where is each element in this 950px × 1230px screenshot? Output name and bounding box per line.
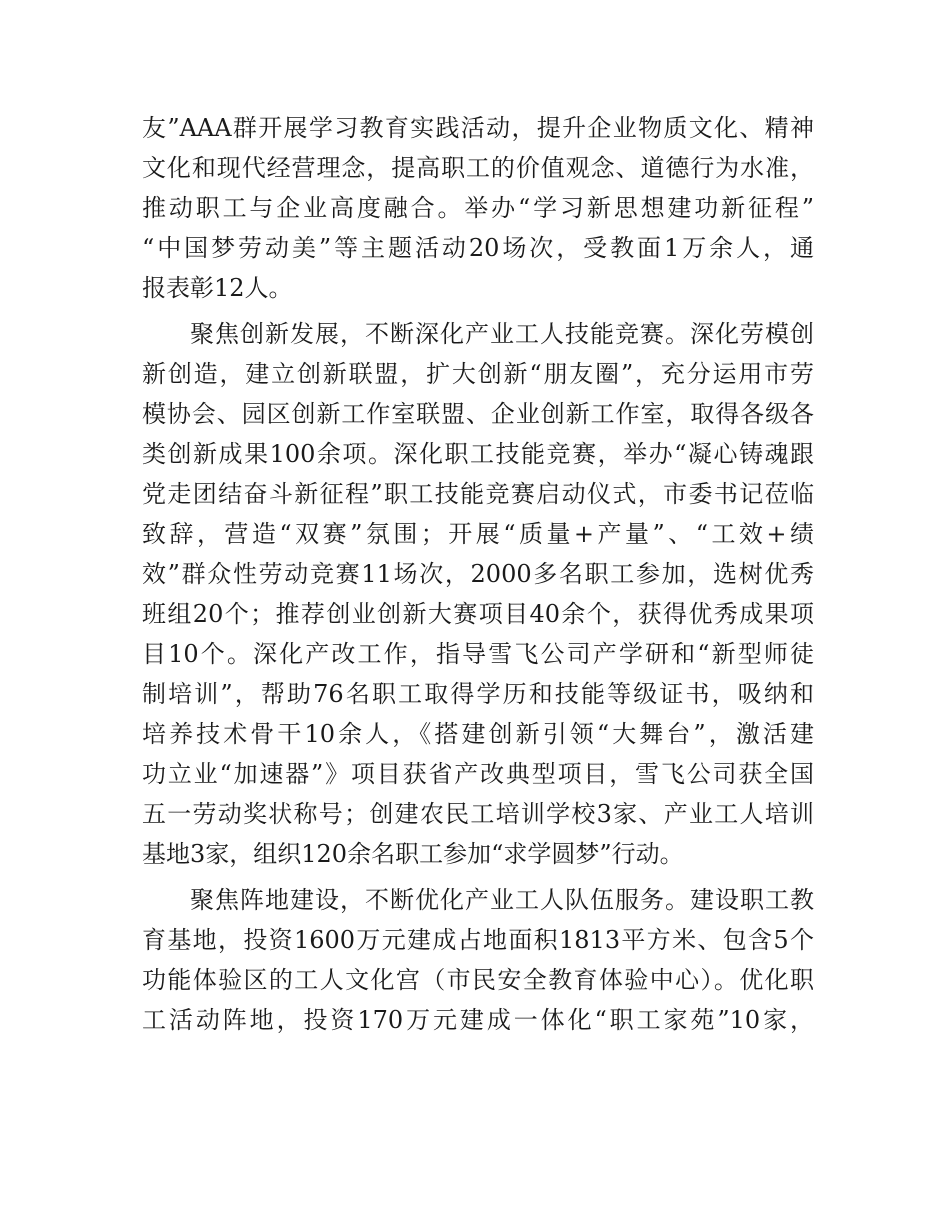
text-line: 致辞，营造“双赛”氛围；开展“质量+产量”、“工效+绩 bbox=[142, 520, 814, 548]
text-line: 党走团结奋斗新征程”职工技能竞赛启动仪式，市委书记莅临 bbox=[142, 480, 814, 508]
paragraph-2 bbox=[142, 314, 814, 874]
text-line: 目10个。深化产改工作，指导雪飞公司产学研和“新型师徒 bbox=[142, 640, 814, 668]
text-line: 新创造，建立创新联盟，扩大创新“朋友圈”，充分运用市劳 bbox=[142, 360, 814, 388]
text-line: 功立业“加速器”》项目获省产改典型项目，雪飞公司获全国 bbox=[142, 760, 814, 788]
paragraph-3 bbox=[142, 880, 814, 1040]
text-line: 聚焦创新发展，不断深化产业工人技能竞赛。深化劳模创 bbox=[190, 320, 814, 348]
text-line: 班组20个；推荐创业创新大赛项目40余个，获得优秀成果项 bbox=[142, 600, 814, 628]
text-line: 育基地，投资1600万元建成占地面积1813平方米、包含5个 bbox=[142, 926, 814, 954]
text-line: 功能体验区的工人文化宫（市民安全教育体验中心）。优化职 bbox=[142, 966, 814, 994]
body-text bbox=[142, 108, 814, 1046]
text-line: 友”AAA群开展学习教育实践活动，提升企业物质文化、精神 bbox=[142, 114, 814, 142]
text-line: 工活动阵地，投资170万元建成一体化“职工家苑”10家， bbox=[142, 1006, 814, 1034]
text-line: 推动职工与企业高度融合。举办“学习新思想建功新征程” bbox=[142, 194, 814, 222]
paragraph-1 bbox=[142, 108, 814, 308]
text-line: 报表彰12人。 bbox=[142, 274, 293, 302]
text-line: 基地3家，组织120余名职工参加“求学圆梦”行动。 bbox=[142, 840, 684, 868]
text-line: 制培训”，帮助76名职工取得学历和技能等级证书，吸纳和 bbox=[142, 680, 814, 708]
text-line: 模协会、园区创新工作室联盟、企业创新工作室，取得各级各 bbox=[142, 400, 814, 428]
text-line: 类创新成果100余项。深化职工技能竞赛，举办“凝心铸魂跟 bbox=[142, 440, 814, 468]
text-line: 聚焦阵地建设，不断优化产业工人队伍服务。建设职工教 bbox=[190, 886, 814, 914]
text-line: 效”群众性劳动竞赛11场次，2000多名职工参加，选树优秀 bbox=[142, 560, 814, 588]
text-line: 文化和现代经营理念，提高职工的价值观念、道德行为水准， bbox=[142, 154, 814, 182]
text-line: “中国梦劳动美”等主题活动20场次，受教面1万余人，通 bbox=[142, 234, 814, 262]
text-line: 五一劳动奖状称号；创建农民工培训学校3家、产业工人培训 bbox=[142, 800, 814, 828]
text-line: 培养技术骨干10余人，《搭建创新引领“大舞台”，激活建 bbox=[142, 720, 814, 748]
